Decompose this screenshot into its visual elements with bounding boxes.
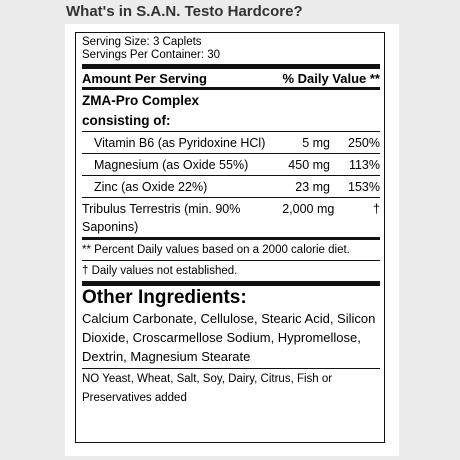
nutrient-name: Tribulus Terrestris (min. 90% Saponins) [82,202,241,234]
allergen-statement: NO Yeast, Wheat, Salt, Soy, Dairy, Citrus, Fish or Preservatives added [82,373,333,404]
daily-value-label: % Daily Value ** [282,71,380,86]
supplement-facts-card [65,24,399,456]
serving-size: Serving Size: 3 Caplets [82,36,202,48]
supplement-facts-panel [75,32,385,443]
nutrient-amount: 5 mg [302,136,330,150]
complex-title-line2: consisting of: [82,113,171,128]
other-ingredients-text: Calcium Carbonate, Cellulose, Stearic Acid, Silicon Dioxide, Croscarmellose Sodium, Hypromellose, Dextrin, Magnesium Stearate [82,311,376,364]
other-ingredients-title: Other Ingredients: [82,287,247,308]
nutrient-name: Magnesium (as Oxide 55%) [94,158,249,172]
page-heading: What's in S.A.N. Testo Hardcore? [66,3,303,20]
nutrient-row-zinc [82,176,380,197]
nutrient-row-magnesium [82,154,380,175]
nutrient-dv: † [373,202,380,216]
nutrient-amount: 23 mg [295,180,330,194]
nutrient-name: Zinc (as Oxide 22%) [94,180,208,194]
amount-header [82,69,380,87]
nutrient-dv: 113% [348,158,380,172]
footnote-daily-values: ** Percent Daily values based on a 2000 calorie diet. [82,244,350,256]
footnote-not-established: † Daily values not established. [82,265,238,277]
nutrient-dv: 250% [348,136,380,150]
nutrient-dv: 153% [348,180,380,194]
complex-title [82,90,380,131]
amount-per-serving-label: Amount Per Serving [82,71,207,86]
nutrient-row-tribulus [82,198,380,237]
nutrient-amount: 450 mg [288,158,330,172]
servings-per-container: Servings Per Container: 30 [82,49,221,61]
nutrient-row-vitamin-b6 [82,132,380,153]
nutrient-name: Vitamin B6 (as Pyridoxine HCl) [94,136,266,150]
complex-title-line1: ZMA-Pro Complex [82,93,200,108]
nutrient-amount: 2,000 mg [282,202,335,216]
